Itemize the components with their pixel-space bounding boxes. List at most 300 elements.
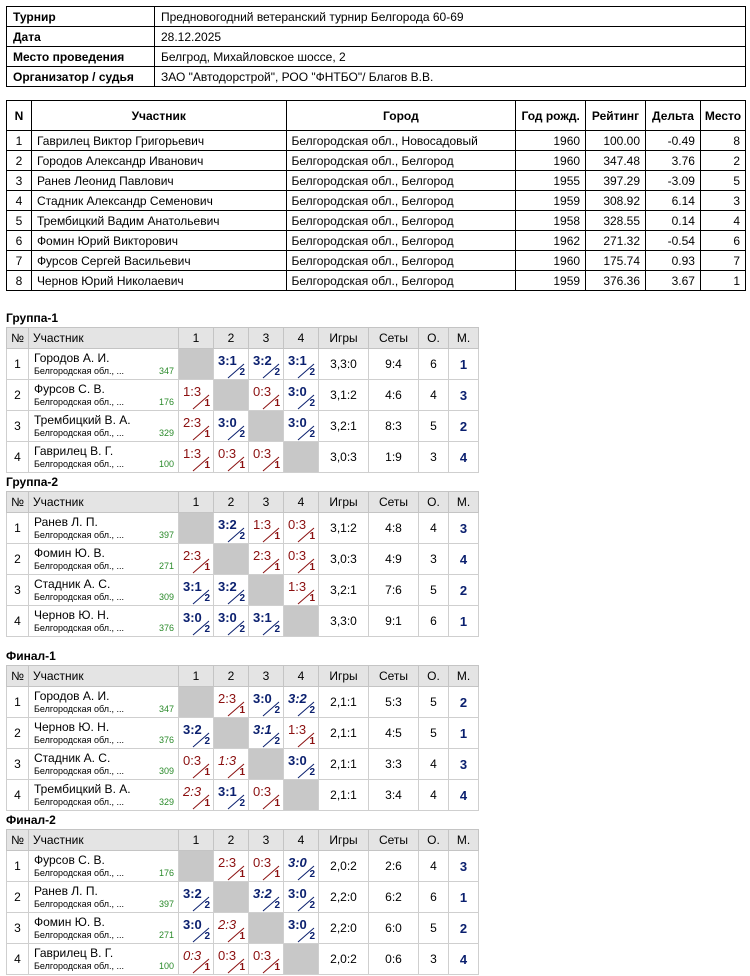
- participant-cell: 0.14: [646, 211, 701, 231]
- sets-cell: 6:2: [369, 882, 419, 913]
- row-number: 2: [7, 544, 29, 575]
- player-cell: [29, 780, 179, 811]
- participant-cell: 4: [700, 211, 745, 231]
- group-title: Финал-1: [6, 649, 56, 663]
- group-header-cell: 1: [179, 328, 214, 349]
- player-city: Белгородская обл., ...: [34, 766, 125, 776]
- match-score-cell[interactable]: [284, 411, 319, 442]
- points-cell: 4: [419, 749, 449, 780]
- player-name[interactable]: Городов А. И.: [34, 351, 110, 365]
- player-info: [29, 349, 178, 379]
- group-header-cell: 3: [249, 666, 284, 687]
- group-header-cell: О.: [419, 492, 449, 513]
- score-points: 2: [239, 367, 245, 378]
- place-value: 4: [459, 551, 468, 567]
- score-points: 1: [204, 429, 210, 440]
- group-header-cell: №: [7, 666, 29, 687]
- score-value: 3:0: [288, 753, 307, 768]
- score-value: 1:3: [183, 446, 202, 461]
- match-score-cell[interactable]: [284, 913, 319, 944]
- score-value: 1:3: [183, 384, 202, 399]
- group-header-cell: 4: [284, 830, 319, 851]
- match-score-cell[interactable]: [214, 780, 249, 811]
- score-value: 0:3: [183, 753, 202, 768]
- match-score: [284, 882, 318, 912]
- player-cell: [29, 749, 179, 780]
- player-info: [29, 780, 178, 810]
- match-score-cell[interactable]: [214, 606, 249, 637]
- group-row: [7, 411, 479, 442]
- match-score-cell[interactable]: [214, 411, 249, 442]
- player-cell: [29, 944, 179, 975]
- group-header-cell: 3: [249, 492, 284, 513]
- match-score: [214, 913, 248, 943]
- participant-cell: Гаврилец Виктор Григорьевич: [31, 131, 286, 151]
- participant-cell: 4: [7, 191, 32, 211]
- group-header-cell: 2: [214, 666, 249, 687]
- score-value: 3:1: [183, 579, 202, 594]
- info-label: Организатор / судья: [7, 67, 155, 87]
- match-score-cell[interactable]: [284, 380, 319, 411]
- score-points: 2: [204, 931, 210, 942]
- participants-header: Год рожд.: [516, 101, 586, 131]
- self-cell: [179, 513, 214, 544]
- match-score: [214, 442, 248, 472]
- player-name[interactable]: Стадник А. С.: [34, 577, 111, 591]
- group-row: [7, 749, 479, 780]
- player-city: Белгородская обл., ...: [34, 735, 125, 745]
- match-score-cell[interactable]: [179, 944, 214, 975]
- score-points: 2: [274, 705, 280, 716]
- place-cell: [449, 442, 479, 473]
- score-value: 3:2: [183, 722, 202, 737]
- participant-cell: 271.32: [586, 231, 646, 251]
- match-score-cell[interactable]: [249, 851, 284, 882]
- player-name[interactable]: Стадник А. С.: [34, 751, 111, 765]
- sets-cell: 4:8: [369, 513, 419, 544]
- group-table: [6, 665, 479, 811]
- player-city: Белгородская обл., ...: [34, 797, 125, 807]
- match-score: [249, 687, 283, 717]
- participant-cell: 376.36: [586, 271, 646, 291]
- match-score: [214, 349, 248, 379]
- score-points: 1: [239, 962, 245, 973]
- tournament-info-table: [6, 6, 746, 87]
- player-rating: 347: [158, 366, 174, 376]
- participant-cell: -0.49: [646, 131, 701, 151]
- participant-cell: 8: [700, 131, 745, 151]
- participant-cell: Фурсов Сергей Васильевич: [31, 251, 286, 271]
- match-score-cell[interactable]: [249, 687, 284, 718]
- match-score-cell[interactable]: [249, 944, 284, 975]
- group-header-cell: М.: [449, 328, 479, 349]
- participant-row: [7, 171, 746, 191]
- self-cell: [214, 718, 249, 749]
- match-score-cell[interactable]: [249, 780, 284, 811]
- match-score-cell[interactable]: [214, 687, 249, 718]
- points-cell: 6: [419, 606, 449, 637]
- score-value: 3:1: [253, 610, 272, 625]
- match-score-cell[interactable]: [284, 544, 319, 575]
- match-score-cell[interactable]: [179, 780, 214, 811]
- score-points: 2: [239, 429, 245, 440]
- player-city: Белгородская обл., ...: [34, 561, 125, 571]
- games-cell: 2,0:2: [319, 851, 369, 882]
- participant-cell: Стадник Александр Семенович: [31, 191, 286, 211]
- match-score-cell[interactable]: [249, 606, 284, 637]
- row-number: 2: [7, 380, 29, 411]
- score-value: 3:2: [218, 517, 237, 532]
- player-cell: [29, 851, 179, 882]
- match-score: [284, 687, 318, 717]
- participant-row: [7, 231, 746, 251]
- score-value: 3:0: [183, 610, 202, 625]
- match-score-cell[interactable]: [179, 411, 214, 442]
- player-cell: [29, 687, 179, 718]
- score-points: 1: [204, 562, 210, 573]
- participant-row: [7, 251, 746, 271]
- match-score-cell[interactable]: [249, 380, 284, 411]
- score-points: 2: [274, 736, 280, 747]
- player-cell: [29, 575, 179, 606]
- group-header-cell: Игры: [319, 666, 369, 687]
- group-header-row: [7, 328, 479, 349]
- group-header-cell: 1: [179, 666, 214, 687]
- participants-header: Город: [286, 101, 516, 131]
- player-name[interactable]: Ранев Л. П.: [34, 515, 98, 529]
- match-score: [249, 882, 283, 912]
- player-cell: [29, 606, 179, 637]
- match-score: [284, 749, 318, 779]
- participant-cell: 2: [7, 151, 32, 171]
- match-score-cell[interactable]: [214, 575, 249, 606]
- player-cell: [29, 882, 179, 913]
- score-value: 3:0: [218, 415, 237, 430]
- group-row: [7, 913, 479, 944]
- score-points: 2: [309, 398, 315, 409]
- sets-cell: 0:6: [369, 944, 419, 975]
- match-score: [179, 718, 213, 748]
- participant-cell: 1960: [516, 131, 586, 151]
- group-header-cell: 2: [214, 328, 249, 349]
- match-score-cell[interactable]: [284, 882, 319, 913]
- player-rating: 309: [158, 766, 174, 776]
- games-cell: 3,2:1: [319, 575, 369, 606]
- player-rating: 271: [158, 930, 174, 940]
- match-score: [249, 780, 283, 810]
- score-value: 0:3: [253, 855, 272, 870]
- match-score: [249, 349, 283, 379]
- group-header-cell: Сеты: [369, 492, 419, 513]
- match-score-cell[interactable]: [179, 380, 214, 411]
- participants-header: Рейтинг: [586, 101, 646, 131]
- games-cell: 3,2:1: [319, 411, 369, 442]
- player-rating: 376: [158, 735, 174, 745]
- group-header-cell: Сеты: [369, 666, 419, 687]
- place-value: 2: [459, 418, 468, 434]
- player-cell: [29, 513, 179, 544]
- match-score-cell[interactable]: [179, 749, 214, 780]
- player-city: Белгородская обл., ...: [34, 899, 125, 909]
- sets-cell: 4:5: [369, 718, 419, 749]
- player-info: [29, 575, 178, 605]
- player-city: Белгородская обл., ...: [34, 868, 125, 878]
- player-info: [29, 851, 178, 881]
- score-value: 3:0: [253, 691, 272, 706]
- player-info: [29, 944, 178, 974]
- score-points: 2: [204, 900, 210, 911]
- place-value: 1: [459, 613, 468, 629]
- score-points: 2: [309, 931, 315, 942]
- match-score-cell[interactable]: [214, 749, 249, 780]
- match-score: [249, 606, 283, 636]
- match-score-cell[interactable]: [249, 513, 284, 544]
- participant-row: [7, 271, 746, 291]
- match-score-cell[interactable]: [179, 606, 214, 637]
- participant-cell: 0.93: [646, 251, 701, 271]
- match-score: [179, 913, 213, 943]
- score-value: 2:3: [218, 855, 237, 870]
- self-cell: [249, 575, 284, 606]
- participant-cell: 7: [700, 251, 745, 271]
- points-cell: 5: [419, 411, 449, 442]
- match-score-cell[interactable]: [284, 575, 319, 606]
- player-name[interactable]: Трембицкий В. А.: [34, 413, 131, 427]
- row-number: 2: [7, 882, 29, 913]
- participant-cell: 397.29: [586, 171, 646, 191]
- group-header-row: [7, 830, 479, 851]
- participant-cell: Белгородская обл., Белгород: [286, 251, 516, 271]
- match-score-cell[interactable]: [284, 749, 319, 780]
- match-score-cell[interactable]: [214, 513, 249, 544]
- score-value: 3:2: [183, 886, 202, 901]
- match-score-cell[interactable]: [179, 544, 214, 575]
- participant-row: [7, 191, 746, 211]
- participant-cell: 1: [700, 271, 745, 291]
- score-value: 3:0: [288, 855, 307, 870]
- score-points: 2: [309, 869, 315, 880]
- place-value: 4: [459, 787, 468, 803]
- score-points: 1: [274, 962, 280, 973]
- player-name[interactable]: Гаврилец В. Г.: [34, 444, 114, 458]
- games-cell: 2,0:2: [319, 944, 369, 975]
- player-rating: 347: [158, 704, 174, 714]
- participant-cell: 5: [700, 171, 745, 191]
- match-score: [284, 349, 318, 379]
- group-header-cell: О.: [419, 666, 449, 687]
- match-score: [214, 851, 248, 881]
- score-value: 0:3: [253, 784, 272, 799]
- match-score: [249, 544, 283, 574]
- match-score: [179, 780, 213, 810]
- participant-cell: Фомин Юрий Викторович: [31, 231, 286, 251]
- match-score-cell[interactable]: [249, 718, 284, 749]
- match-score: [284, 913, 318, 943]
- match-score-cell[interactable]: [284, 851, 319, 882]
- player-city: Белгородская обл., ...: [34, 961, 125, 971]
- place-value: 2: [459, 582, 468, 598]
- player-info: [29, 442, 178, 472]
- participant-cell: -0.54: [646, 231, 701, 251]
- player-name[interactable]: Чернов Ю. Н.: [34, 608, 110, 622]
- score-points: 1: [274, 562, 280, 573]
- participant-cell: 1962: [516, 231, 586, 251]
- place-cell: [449, 513, 479, 544]
- info-value: ЗАО "Автодорстрой", РОО "ФНТБО"/ Благов В.В.: [155, 67, 746, 87]
- score-value: 3:1: [218, 353, 237, 368]
- match-score-cell[interactable]: [284, 349, 319, 380]
- row-number: 1: [7, 687, 29, 718]
- group-row: [7, 687, 479, 718]
- group-row: [7, 513, 479, 544]
- score-value: 3:1: [288, 353, 307, 368]
- match-score: [284, 575, 318, 605]
- group-row: [7, 718, 479, 749]
- self-cell: [179, 349, 214, 380]
- player-name[interactable]: Ранев Л. П.: [34, 884, 98, 898]
- participant-row: [7, 211, 746, 231]
- match-score-cell[interactable]: [179, 575, 214, 606]
- player-city: Белгородская обл., ...: [34, 530, 125, 540]
- match-score-cell[interactable]: [284, 513, 319, 544]
- self-cell: [179, 687, 214, 718]
- match-score-cell[interactable]: [249, 349, 284, 380]
- player-name[interactable]: Городов А. И.: [34, 689, 110, 703]
- participant-cell: 3.67: [646, 271, 701, 291]
- match-score-cell[interactable]: [249, 442, 284, 473]
- match-score-cell[interactable]: [284, 718, 319, 749]
- match-score: [284, 718, 318, 748]
- group-header-cell: О.: [419, 328, 449, 349]
- match-score-cell[interactable]: [179, 718, 214, 749]
- match-score: [179, 380, 213, 410]
- player-city: Белгородская обл., ...: [34, 366, 125, 376]
- self-cell: [284, 944, 319, 975]
- player-name[interactable]: Фомин Ю. В.: [34, 546, 105, 560]
- group-header-cell: Сеты: [369, 328, 419, 349]
- player-name[interactable]: Гаврилец В. Г.: [34, 946, 114, 960]
- self-cell: [214, 882, 249, 913]
- participant-cell: 308.92: [586, 191, 646, 211]
- group-header-row: [7, 666, 479, 687]
- score-value: 1:3: [253, 517, 272, 532]
- match-score: [179, 544, 213, 574]
- participants-header: Участник: [31, 101, 286, 131]
- group-header-cell: 4: [284, 666, 319, 687]
- participant-cell: 1960: [516, 251, 586, 271]
- match-score: [214, 411, 248, 441]
- match-score-cell[interactable]: [214, 944, 249, 975]
- info-value: 28.12.2025: [155, 27, 746, 47]
- row-number: 4: [7, 606, 29, 637]
- points-cell: 4: [419, 851, 449, 882]
- player-name[interactable]: Трембицкий В. А.: [34, 782, 131, 796]
- match-score-cell[interactable]: [214, 913, 249, 944]
- player-city: Белгородская обл., ...: [34, 459, 125, 469]
- match-score-cell[interactable]: [249, 544, 284, 575]
- match-score-cell[interactable]: [284, 687, 319, 718]
- sets-cell: 7:6: [369, 575, 419, 606]
- player-info: [29, 544, 178, 574]
- player-rating: 176: [158, 868, 174, 878]
- participant-cell: Белгородская обл., Новосадовый: [286, 131, 516, 151]
- score-points: 1: [239, 767, 245, 778]
- place-cell: [449, 606, 479, 637]
- player-name[interactable]: Фомин Ю. В.: [34, 915, 105, 929]
- match-score: [249, 718, 283, 748]
- match-score-cell[interactable]: [249, 882, 284, 913]
- participant-cell: 6: [700, 231, 745, 251]
- place-value: 1: [459, 889, 468, 905]
- points-cell: 3: [419, 442, 449, 473]
- score-points: 2: [309, 900, 315, 911]
- score-points: 2: [239, 531, 245, 542]
- score-points: 1: [274, 398, 280, 409]
- points-cell: 4: [419, 380, 449, 411]
- row-number: 4: [7, 944, 29, 975]
- participant-cell: 328.55: [586, 211, 646, 231]
- score-points: 1: [309, 736, 315, 747]
- player-city: Белгородская обл., ...: [34, 428, 125, 438]
- player-name[interactable]: Чернов Ю. Н.: [34, 720, 110, 734]
- match-score: [249, 851, 283, 881]
- row-number: 3: [7, 411, 29, 442]
- match-score: [179, 575, 213, 605]
- player-rating: 329: [158, 797, 174, 807]
- self-cell: [284, 606, 319, 637]
- score-points: 1: [204, 398, 210, 409]
- score-points: 1: [239, 931, 245, 942]
- match-score-cell[interactable]: [214, 349, 249, 380]
- match-score-cell[interactable]: [214, 442, 249, 473]
- group-row: [7, 380, 479, 411]
- match-score-cell[interactable]: [179, 913, 214, 944]
- participant-cell: 1955: [516, 171, 586, 191]
- score-value: 3:2: [253, 353, 272, 368]
- info-label: Турнир: [7, 7, 155, 27]
- participant-cell: Ранев Леонид Павлович: [31, 171, 286, 191]
- player-info: [29, 411, 178, 441]
- score-value: 3:1: [253, 722, 272, 737]
- group-header-cell: Участник: [29, 328, 179, 349]
- participant-cell: Белгородская обл., Белгород: [286, 171, 516, 191]
- match-score: [284, 544, 318, 574]
- score-points: 1: [204, 798, 210, 809]
- games-cell: 2,1:1: [319, 687, 369, 718]
- participants-header: Дельта: [646, 101, 701, 131]
- match-score: [179, 882, 213, 912]
- player-info: [29, 749, 178, 779]
- player-name[interactable]: Фурсов С. В.: [34, 853, 105, 867]
- match-score: [214, 780, 248, 810]
- score-value: 3:0: [288, 415, 307, 430]
- participant-cell: Чернов Юрий Николаевич: [31, 271, 286, 291]
- player-city: Белгородская обл., ...: [34, 704, 125, 714]
- self-cell: [179, 851, 214, 882]
- sets-cell: 2:6: [369, 851, 419, 882]
- self-cell: [249, 411, 284, 442]
- games-cell: 2,1:1: [319, 780, 369, 811]
- self-cell: [249, 913, 284, 944]
- match-score-cell[interactable]: [179, 442, 214, 473]
- score-points: 1: [239, 705, 245, 716]
- player-name[interactable]: Фурсов С. В.: [34, 382, 105, 396]
- group-header-cell: М.: [449, 666, 479, 687]
- match-score: [284, 513, 318, 543]
- match-score-cell[interactable]: [214, 851, 249, 882]
- score-points: 1: [274, 798, 280, 809]
- match-score-cell[interactable]: [179, 882, 214, 913]
